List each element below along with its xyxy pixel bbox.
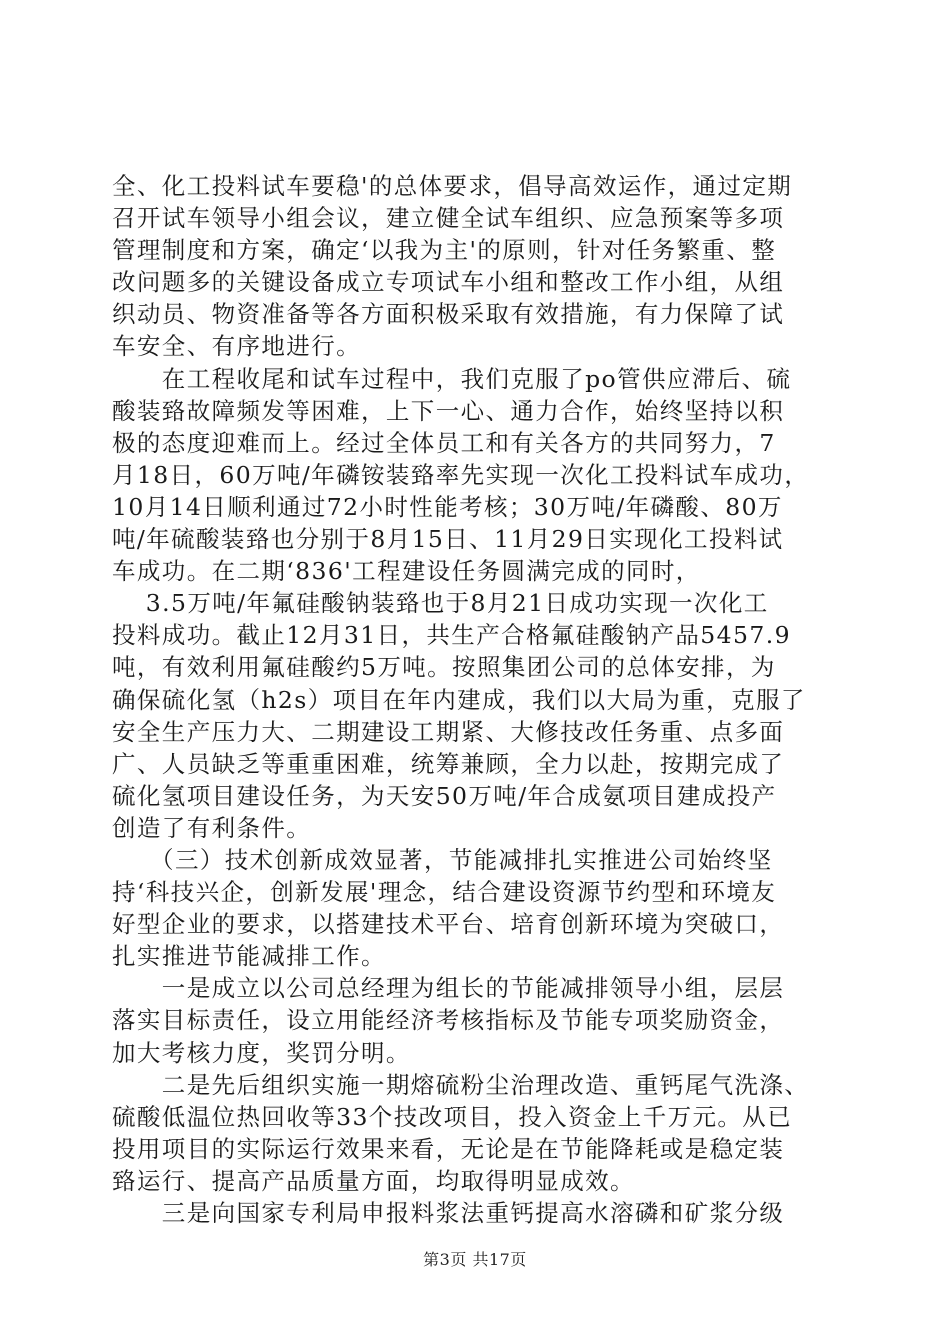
text-line: 投料成功。截止12月31日，共生产合格氟硅酸钠产品5457.9 [112,621,791,650]
paragraph [112,587,842,844]
text-line: 安全生产压力大、二期建设工期紧、大修技改任务重、点多面 [112,717,785,746]
text-line: 改问题多的关键设备成立专项试车小组和整改工作小组，从组 [112,268,785,297]
text-line: 一是成立以公司总经理为组长的节能减排领导小组，层层 [112,974,785,1003]
paragraph [112,170,842,363]
text-line: 全、化工投料试车要稳'的总体要求，倡导高效运作，通过定期 [112,172,793,200]
text-line: 吨/年硫酸装臵也分别于8月15日、11月29日实现化工投料试 [112,525,784,554]
text-line: 创造了有利条件。 [112,813,312,842]
text-line: 硫酸低温位热回收等33个技改项目，投入资金上千万元。从已 [112,1102,793,1131]
text-line: 酸装臵故障频发等困难，上下一心、通力合作，始终坚持以积 [112,396,785,425]
text-line: 好型企业的要求，以搭建技术平台、培育创新环境为突破口， [112,910,785,939]
text-line: 织动员、物资准备等各方面积极采取有效措施，有力保障了试 [112,300,785,329]
text-line: 落实目标责任，设立用能经济考核指标及节能专项奖励资金， [112,1006,785,1035]
text-line: 召开试车领导小组会议，建立健全试车组织、应急预案等多项 [112,204,785,233]
text-line: 臵运行、提高产品质量方面，均取得明显成效。 [112,1166,635,1195]
text-line: 管理制度和方案，确定‘以我为主'的原则，针对任务繁重、整 [112,236,777,265]
paragraph [112,972,842,1068]
text-line: 广、人员缺乏等重重困难，统筹兼顾，全力以赴，按期完成了 [112,749,785,778]
text-line: 3.5万吨/年氟硅酸钠装臵也于8月21日成功实现一次化工 [112,589,769,618]
paragraph [112,844,842,972]
paragraph [112,1069,842,1197]
text-line: 确保硫化氢（h2s）项目在年内建成，我们以大局为重，克服了 [112,685,806,714]
text-line: 在工程收尾和试车过程中，我们克服了po管供应滞后、硫 [112,364,792,393]
paragraph [112,1197,842,1229]
text-line: 加大考核力度，奖罚分明。 [112,1038,411,1067]
text-line: 二是先后组织实施一期熔硫粉尘治理改造、重钙尾气洗涤、 [112,1070,810,1099]
page-footer: 第3页 共17页 [423,1250,527,1269]
text-line: 持‘科技兴企，创新发展'理念，结合建设资源节约型和环境友 [112,878,777,907]
text-line: 三是向国家专利局申报料浆法重钙提高水溶磷和矿浆分级 [112,1199,785,1227]
text-line: 吨，有效利用氟硅酸约5万吨。按照集团公司的总体安排，为 [112,653,776,682]
text-line: 10月14日顺利通过72小时性能考核；30万吨/年磷酸、80万 [112,492,783,521]
text-line: 车安全、有序地进行。 [112,332,361,361]
paragraph [112,363,842,588]
text-line: 车成功。在二期‘836'工程建设任务圆满完成的同时， [112,557,701,586]
document-body [112,170,842,1229]
text-line: 月18日，60万吨/年磷铵装臵率先实现一次化工投料试车成功， [112,460,810,489]
text-line: 极的态度迎难而上。经过全体员工和有关各方的共同努力，7 [112,428,776,457]
text-line: 硫化氢项目建设任务，为天安50万吨/年合成氨项目建成投产 [112,781,777,810]
text-line: 投用项目的实际运行效果来看，无论是在节能降耗或是稳定装 [112,1134,785,1163]
text-line: （三）技术创新成效显著，节能减排扎实推进公司始终坚 [112,845,773,874]
text-line: 扎实推进节能减排工作。 [112,942,386,971]
